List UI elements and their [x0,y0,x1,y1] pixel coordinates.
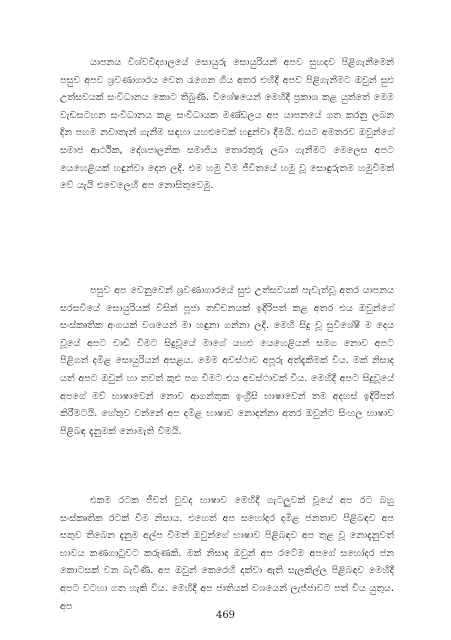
paragraph-1: යාපනය විශ්වවිද්‍යාලයේ සොයුරු සොයුරියන් අපව සුහදව පිළිගැනීමෙන් පසුව අපව ශ්‍රවණාගාරය වෙත රැගෙන ගිය අතර එහිදී අපව පිළිගැනීමට ඔවුන් සුළු උත්සවයක් සංවිධානය කොට තිබුණි. විශේෂයෙන් මෙහිදී ප්‍රකාශ කළ යුත්තේ මෙම වැඩසටහන සංවිධානය කළ සංවිධායක මණ්ඩලය අප යාපනයේ ගත කරනු ලබන දින පහම නවාතැන් ගැනීම සඳහා යහළුවෙක් හඳුන්වා දීමයි. එයට අමතරව ඔවුන්ගේ සමාජ ආර්ථික, දේශපාලනික සමාජිය තොරතුරු ලබා ගැනීමට මෙලෙස අපට යෙහෙළියක් හඳුන්වා දෙන ලදි. එම හමු වීම ජීවිතයේ හමු වූ සොඳුරුතම හමුවීමක් වේ යැයි එවෙලෙහි අප නොසිතුවෙමු. [60,57,394,192]
page-number: 469 [215,610,236,621]
paragraph-2: පසුව අප වෙනුවෙන් ශ්‍රවණාගාරයේ සුළු උත්සවයක් පැවැත්වූ අතර යාපනය සරසවියේ සොයුරියක් විසින් පූජා තච්චනයක් ඉදිරිපත් කළ අතර එය ඔවුන්ගේ සංස්කෘතික අංගයක් වශයෙන් මා හඳුනා ගන්නා ලදි. මෙහි සිදු වූ සුවිශේෂී ම දෙය වූයේ අපට වාඩි වීමට සිදුවූයේ මාගේ යහළු යෙහෙළියන් සමග නොව අපට පිළිගත් දමිළ සොයුරියන් අසළය. මෙම අවස්ථාව අපූරු අත්දැකීමක් විය. මක් නිසාද යත් අපට ඔවුන් හා තවත් කුළු පග වීමට එය අවස්ථාවක් විය. මෙහිදී අපට සිදුවූයේ අපගේ මව් භාෂාවෙන් නොව ආගන්තුක ඉංග්‍රීසි භාෂාවෙන් තම අදහස් ඉදිරිපත් කිරීමටයි. හේතුව වන්නේ අප දමිළ භාෂාව නොදන්නා අතර ඔවුන්ට සිංහල භාෂාව පිළිබඳ දැනුමක් නොමැති වීමයි. [60,285,394,437]
paragraph-3: එකම රටක ජීවත් වුවද භාෂාව මෙහිදී ගැටලුවක් වූයේ අප රට බහු සංස්කෘතික රටක් වීම නිසාය. එහෙත් අප සහෝදර දමිළ ජනතාව පිළිබඳව අප සතුව තිබෙන දැනුම අල්ප වීමත් ඔවුන්ගේ භාෂාව පිළිබඳව අප තුළ වූ නොදැනුවත් භාවය කණගාටුවට කරුණකි. මක් නිසාද ඔවුන් අප රටේම අපගේ සහෝදර ජන කොටසක් වන බැවිණි. අප ඔවුන් කෙරෙහි දක්වා ඇති සැලකිල්ල පිළිබඳව මෙහිදී අපට වටහා ගත හැකි විය. මෙහිදී අප ජාතියක් වශයෙන් ලැජ්ජාවට පත් විය යුතුය. අප [60,495,394,612]
